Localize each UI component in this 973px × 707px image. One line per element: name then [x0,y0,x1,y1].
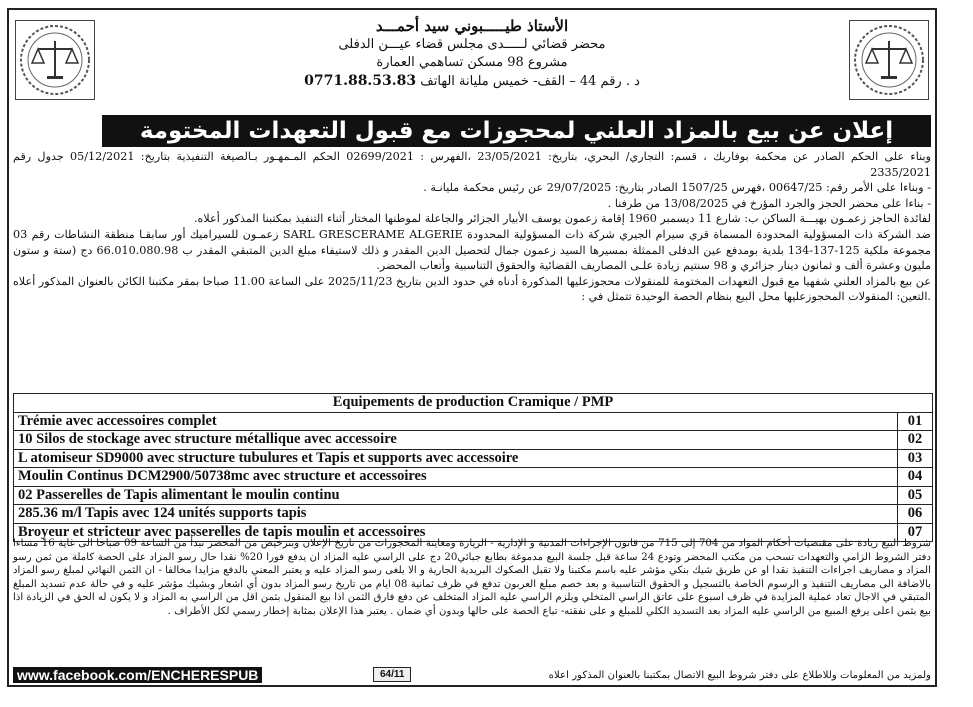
item-number: 01 [898,412,933,431]
item-description: 10 Silos de stockage avec structure métallique avec accessoire [14,431,898,450]
paragraph: ضد الشركة ذات المسؤولية المحدودة المسماة قري سيرام الجيري شركة ذات المسؤولية المحدودة SARL GRESCERAME ALGERIE زعمـون للسيراميك أور سابقـا منطقة النشاطات رقم 03 مجموعة ملكية 125-137-134 بلدية بومدفع عين الدفلى الممثلة بمسيرها السيد زعمون جمال لتحصيل الدين المقدر و ذلك لاستيفاء مبلغ الدين المتبقي المقدر ب 66.010.080.98 دج (ستة و ستون مليون وعشرة ألف و ثمانون دينار جزائري و 98 سنتيم زيادة علـى المصاريف القضائية والحقوق التناسبية وأتعاب المحضر. [13,227,932,273]
paragraph: - بناءا على محضر الحجز والجرد المؤرخ في 13/08/2025 من طرفنا . [607,196,931,210]
bailiff-header [109,16,835,91]
table-header-row [14,394,933,413]
announcement-frame [7,8,937,687]
item-description: Trémie avec accessoires complet [14,412,898,431]
scales-icon [16,21,94,99]
bailiff-project: مشروع 98 مسكن تساهمي العمارة [376,55,568,70]
paragraph: - وبناءا على الأمر رقم: 00647/25 ،فهرس 1507/25 الصادر بتاريخ: 29/07/2025 عن رئيس محكمة مليانـة . [423,181,931,195]
item-number: 02 [898,431,933,450]
item-number: 06 [898,505,933,524]
item-number: 07 [898,523,933,542]
equipment-table [13,393,933,542]
table-row [14,505,933,524]
footer-info: ولمزيد من المعلومات وللاطلاع على دفتر شروط البيع الاتصال بمكتبنا بالعنوان المذكور اعلاه [548,670,931,681]
announcement-banner: إعلان عن بيع بالمزاد العلني لمحجوزات مع قبول التعهدات المختومة [102,115,931,147]
table-row [14,449,933,468]
bailiff-name: الأستاذ طيـــــبوني سيد أحمـــد [375,17,569,35]
item-number: 05 [898,486,933,505]
table-row [14,486,933,505]
bailiff-title: محضر قضائي لـــــدى مجلس قضاء عيـــن الدفلى [338,37,606,52]
item-description: Broyeur et stricteur avec passerelles de tapis moulin et accessoires [14,523,898,542]
item-description: Moulin Continus DCM2900/50738mc avec structure et accessoires [14,468,898,487]
justice-scales-emblem-left [15,20,95,100]
bailiff-address [109,72,835,91]
table-row [14,468,933,487]
item-description: 02 Passerelles de Tapis alimentant le moulin continu [14,486,898,505]
announcement-body [13,149,931,305]
paragraph: لفائدة الحاجز زعمـون بهيـــة الساكن ب: شارع 11 ديسمبر 1960 إقامة زعمون يوسف الأبيار الجزائر والجاعلة لموطنها المختار أثناء التنفيذ بمكتبنا المذكور أعلاه. [194,212,931,226]
terms-text: شروط البيع زيادة على مقتضيات أحكام المواد من 704 إلى 715 من قانون الإجراءات المدنية و الإدارية - الزيارة ومعاينة المحجوزات من تاريخ الإعلان وبترخيص من المحضر تبدأ من الساعة 09 صباحا الى غاية 16 مساءا دفتر الشروط الزامي والتعهدات تسحب من مكتب المحضر وتودع 24 ساعة قبل جلسة البيع مدموغة بطابع جبائي20 دج على الراسي عليه المزاد ان يدفع فورا 20% نقدا حال رسو المزاد على الحصة كاملة من ثمن رسو المزاد و مصاريف اجراءات التنفيذ نقدا او عن طريق شيك بنكي مؤشر عليه باسم مكتبنا ولا تقبل الصكوك البريدية الجارية و الا يلغى رسو المزاد عليه و يعتبر المعني بالدفع مزايدا مخالفا - ان الثمن النهائي لمبلغ رسو المزاد بالاضافة الى مصاريف التنفيذ و الرسوم الخاصة بالتسجيل و الحقوق التناسبية و بعد خصم مبلغ العربون تدفع في ظرف ثمانية 08 ايام من تاريخ رسو المزاد بدون أي اشعار وبشيك مؤشر عليه و في حالة عدم تسديد المبلغ المتبقي في الاجال تعاد عملية المزايدة في ظرف اسبوع على عاتق الراسي المتخلي ويلزم الراسي عليه المزاد المتخلف عن دفع فارق الثمن اذا بيع المنقول بثمن اقل من الراسي به المزاد و لا يكون له الحق في الزيادة اذا بيع بثمن اعلى يرفع المبيع من الراسي عليه المزاد بعد التسديد الكلي للمبلغ و على نفقته- تباع الحصة على حالها وبدون أي ضمان . يعتبر هذا الإعلان بمثابة إخطار رسمي لكل الأطراف . [13,538,931,617]
paragraph: عن بيع بالمزاد العلني شفهيا مع قبول التعهدات المختومة للمنقولات محجوزعليها المذكورة أدناه في حدود الدين بتاريخ 2025/11/23 على الساعة 11.00 صباحا بمقر مكتبنا الكائن بالعنوان المذكور أعلاه .التعين: المنقولات المحجوزعليها محل البيع بنظام الحصة الوحيدة تتمثل في : [13,274,931,304]
sale-terms [13,537,931,619]
justice-scales-emblem-right [849,20,929,100]
scales-icon [850,21,928,99]
footer [13,667,931,683]
address-text: د . رقم 44 – القف- خميس مليانة الهاتف [420,74,640,89]
item-number: 03 [898,449,933,468]
phone-number: 0771.88.53.83 [304,73,417,89]
table-header: Equipements de production Cramique / PMP [14,394,933,413]
item-description: 285.36 m/l Tapis avec 124 unités supports tapis [14,505,898,524]
reference-number: 64/11 [373,667,411,682]
item-number: 04 [898,468,933,487]
table-row [14,431,933,450]
item-description: L atomiseur SD9000 avec structure tubulures et Tapis et supports avec accessoire [14,449,898,468]
paragraph: وبناء على الحكم الصادر عن محكمة بوفاريك ، قسم: التجاري/ البحري، بتاريخ: 23/05/2021 ،الفهرس : 02699/2021 الحكم المـمهـور بـالصيغة التنفيذية بتاريخ: 05/12/2021 جدول رقم 2335/2021 [13,150,931,179]
facebook-link[interactable]: www.facebook.com/ENCHERESPUB [13,667,262,683]
table-row [14,412,933,431]
